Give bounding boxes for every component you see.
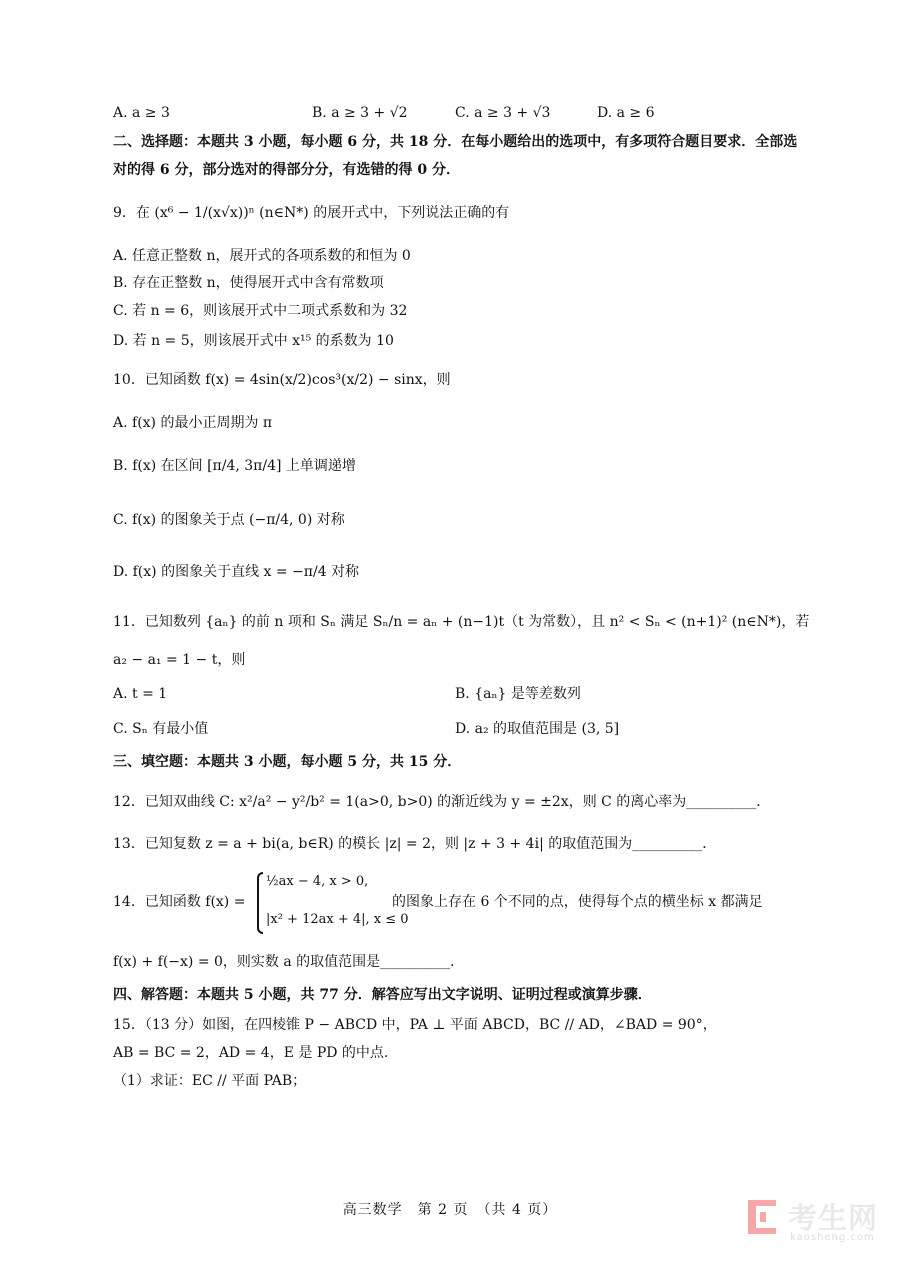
q10-stem: 10．已知函数 f(x) = 4sin(x/2)cos³(x/2) − sinx，则 [113,372,451,388]
q14-case-brace [257,872,263,934]
q11-stem-line2: a₂ − a₁ = 1 − t，则 [113,652,246,668]
q15-part1: （1）求证：EC // 平面 PAB； [113,1073,307,1089]
q8-option-d: D. a ≥ 6 [597,105,655,121]
q14-case2: |x² + 12ax + 4|, x ≤ 0 [266,912,409,927]
q10-option-d: D. f(x) 的图象关于直线 x = −π/4 对称 [113,564,360,580]
q8-option-b: B. a ≥ 3 + √2 [312,105,408,121]
watermark [748,1196,878,1246]
q15-line2: AB = BC = 2，AD = 4，E 是 PD 的中点. [113,1045,389,1061]
q11-option-b: B. {aₙ} 是等差数列 [455,686,581,702]
section3-heading: 三、填空题：本题共 3 小题，每小题 5 分，共 15 分． [113,754,462,770]
section2-heading-line1: 二、选择题：本题共 3 小题，每小题 6 分，共 18 分．在每小题给出的选项中，有多项符合题目要求．全部选 [113,134,798,150]
q14-case1: ½ax − 4, x > 0, [266,874,369,889]
q12-text: 12．已知双曲线 C: x²/a² − y²/b² = 1(a>0, b>0) 的渐近线为 y = ±2x，则 C 的离心率为__________． [113,794,771,810]
watermark-url: kaosheng.com [790,1232,875,1243]
q8-option-a: A. a ≥ 3 [113,105,170,121]
q8-option-c: C. a ≥ 3 + √3 [455,105,551,121]
q13-text: 13．已知复数 z = a + bi(a, b∈R) 的模长 |z| = 2，则 |z + 3 + 4i| 的取值范围为__________． [113,836,717,852]
q11-option-c: C. Sₙ 有最小值 [113,721,209,737]
q14-line2: f(x) + f(−x) = 0，则实数 a 的取值范围是__________． [113,954,465,970]
q14-lead: 14．已知函数 f(x) = [113,894,246,910]
q9-option-b: B. 存在正整数 n，使得展开式中含有常数项 [113,275,384,291]
q14-tail: 的图象上存在 6 个不同的点，使得每个点的横坐标 x 都满足 [392,894,763,910]
q9-option-c: C. 若 n = 6，则该展开式中二项式系数和为 32 [113,303,408,319]
section4-heading: 四、解答题：本题共 5 小题，共 77 分．解答应写出文字说明、证明过程或演算步骤． [113,987,652,1003]
q11-stem-line1: 11．已知数列 {aₙ} 的前 n 项和 Sₙ 满足 Sₙ/n = aₙ + (n−1)t（t 为常数），且 n² < Sₙ < (n+1)² (n∈N*)，若 [113,614,810,630]
q10-option-a: A. f(x) 的最小正周期为 π [113,415,273,431]
section2-heading-line2: 对的得 6 分，部分选对的得部分分，有选错的得 0 分． [113,162,460,178]
q9-option-a: A. 任意正整数 n，展开式的各项系数的和恒为 0 [113,248,411,264]
q10-option-c: C. f(x) 的图象关于点 (−π/4, 0) 对称 [113,512,345,528]
page-footer: 高三数学 第 2 页 （共 4 页） [342,1202,558,1218]
q9-stem: 9．在 (x⁶ − 1/(x√x))ⁿ (n∈N*) 的展开式中，下列说法正确的有 [113,205,510,221]
q10-option-b: B. f(x) 在区间 [π/4, 3π/4] 上单调递增 [113,458,356,474]
q15-line1: 15．（13 分）如图，在四棱锥 P − ABCD 中，PA ⊥ 平面 ABCD，BC // AD，∠BAD = 90°， [113,1017,717,1033]
q9-option-d: D. 若 n = 5，则该展开式中 x¹⁵ 的系数为 10 [113,333,394,349]
watermark-logo-icon [748,1200,778,1234]
q11-option-a: A. t = 1 [113,686,168,702]
watermark-text: 考生网 [788,1201,879,1235]
q11-option-d: D. a₂ 的取值范围是 (3, 5] [455,721,620,737]
